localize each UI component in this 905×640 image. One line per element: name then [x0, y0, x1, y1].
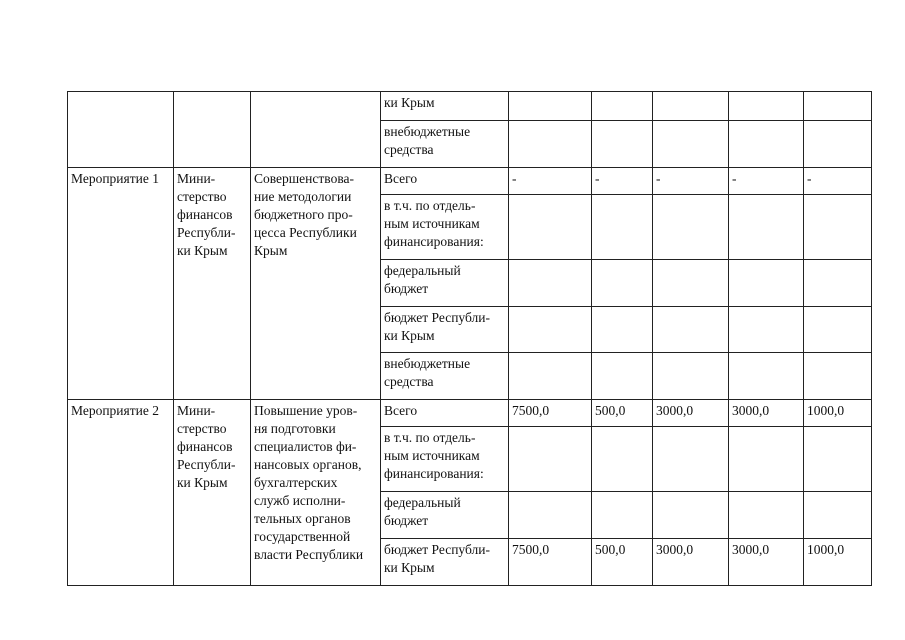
- value-cell: [729, 427, 804, 492]
- funding-source-cell: внебюджетные средства: [381, 353, 509, 400]
- value-cell: [653, 121, 729, 168]
- budget-table: [67, 91, 872, 586]
- value-cell: 3000,0: [729, 400, 804, 427]
- value-cell: [509, 260, 592, 307]
- event-name-cell: Мероприятие 1: [68, 168, 174, 400]
- table-row: [68, 400, 872, 427]
- value-cell: -: [729, 168, 804, 195]
- description-cell: Совершенствова- ние методологии бюджетного про- цесса Республики Крым: [251, 168, 381, 400]
- value-cell: [592, 260, 653, 307]
- value-cell: [509, 92, 592, 121]
- value-cell: [653, 353, 729, 400]
- event-name-cell: [68, 92, 174, 168]
- value-cell: -: [592, 168, 653, 195]
- value-cell: [653, 195, 729, 260]
- value-cell: [592, 92, 653, 121]
- value-cell: [592, 121, 653, 168]
- funding-source-cell: ки Крым: [381, 92, 509, 121]
- value-cell: 1000,0: [804, 400, 872, 427]
- value-cell: [729, 92, 804, 121]
- executor-cell: [174, 92, 251, 168]
- funding-source-cell: федеральный бюджет: [381, 260, 509, 307]
- value-cell: -: [804, 168, 872, 195]
- funding-source-cell: в т.ч. по отдель- ным источникам финансирования:: [381, 427, 509, 492]
- value-cell: [804, 195, 872, 260]
- value-cell: [509, 195, 592, 260]
- value-cell: [592, 195, 653, 260]
- value-cell: [729, 353, 804, 400]
- value-cell: 3000,0: [729, 539, 804, 586]
- value-cell: [729, 121, 804, 168]
- value-cell: [729, 195, 804, 260]
- value-cell: [804, 307, 872, 353]
- value-cell: [592, 353, 653, 400]
- value-cell: [592, 427, 653, 492]
- value-cell: [509, 427, 592, 492]
- value-cell: [804, 92, 872, 121]
- value-cell: -: [653, 168, 729, 195]
- value-cell: -: [509, 168, 592, 195]
- funding-source-cell: внебюджетные средства: [381, 121, 509, 168]
- funding-source-cell: бюджет Республи- ки Крым: [381, 307, 509, 353]
- table-row: [68, 168, 872, 195]
- value-cell: [804, 492, 872, 539]
- funding-source-cell: в т.ч. по отдель- ным источникам финансирования:: [381, 195, 509, 260]
- value-cell: [653, 427, 729, 492]
- value-cell: [804, 260, 872, 307]
- value-cell: 1000,0: [804, 539, 872, 586]
- value-cell: 7500,0: [509, 400, 592, 427]
- value-cell: [509, 307, 592, 353]
- funding-source-cell: федеральный бюджет: [381, 492, 509, 539]
- value-cell: [729, 492, 804, 539]
- event-name-cell: Мероприятие 2: [68, 400, 174, 586]
- description-cell: [251, 92, 381, 168]
- value-cell: 500,0: [592, 539, 653, 586]
- value-cell: [653, 260, 729, 307]
- value-cell: [592, 307, 653, 353]
- value-cell: 500,0: [592, 400, 653, 427]
- value-cell: [804, 427, 872, 492]
- value-cell: [509, 353, 592, 400]
- description-cell: Повышение уров- ня подготовки специалистов фи- нансовых органов, бухгалтерских служб исполни- тельных органов государственной власти Республики: [251, 400, 381, 586]
- value-cell: [509, 121, 592, 168]
- value-cell: [804, 121, 872, 168]
- value-cell: [729, 307, 804, 353]
- funding-source-cell: Всего: [381, 400, 509, 427]
- value-cell: [509, 492, 592, 539]
- funding-source-cell: бюджет Республи- ки Крым: [381, 539, 509, 586]
- executor-cell: Мини- стерство финансов Республи- ки Крым: [174, 400, 251, 586]
- value-cell: [653, 492, 729, 539]
- funding-source-cell: Всего: [381, 168, 509, 195]
- value-cell: 7500,0: [509, 539, 592, 586]
- value-cell: [729, 260, 804, 307]
- value-cell: [592, 492, 653, 539]
- value-cell: 3000,0: [653, 400, 729, 427]
- value-cell: [653, 307, 729, 353]
- executor-cell: Мини- стерство финансов Республи- ки Крым: [174, 168, 251, 400]
- table-row: [68, 92, 872, 121]
- value-cell: [804, 353, 872, 400]
- value-cell: 3000,0: [653, 539, 729, 586]
- value-cell: [653, 92, 729, 121]
